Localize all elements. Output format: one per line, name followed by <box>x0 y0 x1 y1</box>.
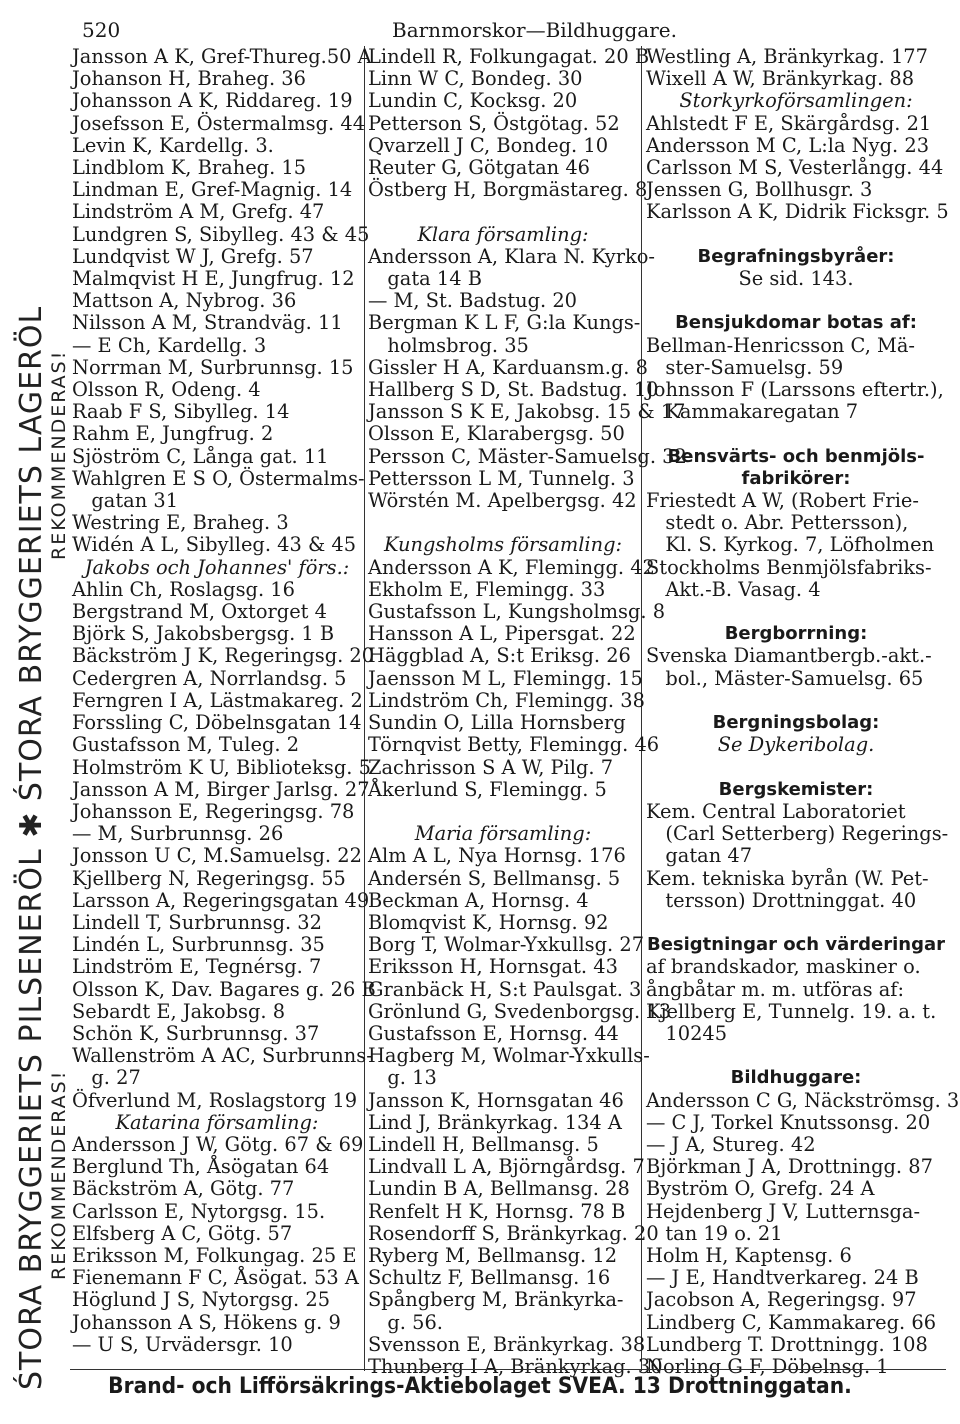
directory-entry: Nilsson A M, Strandväg. 11 <box>72 311 343 335</box>
directory-entry: g. 56. <box>368 1310 443 1334</box>
directory-entry: Gustafsson E, Hornsg. 44 <box>368 1021 619 1045</box>
directory-entry: stedt o. Abr. Pettersson), <box>646 511 909 535</box>
directory-entry: Jonsson U C, M.Samuelsg. 22 <box>72 844 362 868</box>
section-heading: Se sid. 143. <box>738 267 854 291</box>
directory-entry: Carlsson E, Nytorgsg. 15. <box>72 1199 326 1223</box>
directory-entry: Friestedt A W, (Robert Frie- <box>646 489 919 513</box>
directory-entry: Jansson A K, Gref-Thureg.50 A <box>72 45 372 68</box>
directory-entry: Lind J, Bränkyrkag. 134 A <box>368 1110 622 1134</box>
directory-entry <box>368 201 638 223</box>
directory-entry: Häggblad A, S:t Eriksg. 26 <box>368 644 631 668</box>
directory-entry <box>646 690 946 712</box>
directory-entry <box>646 757 946 779</box>
directory-entry: Bäckström A, Götg. 77 <box>72 1177 295 1201</box>
directory-entry: Olsson E, Klarabergsg. 50 <box>368 422 625 446</box>
directory-entry: Åkerlund S, Flemingg. 5 <box>368 777 607 801</box>
section-heading: Se Dykeribolag. <box>717 733 875 757</box>
directory-entry: 10245 <box>646 1021 728 1045</box>
directory-entry: Bellman-Henricsson C, Mä- <box>646 333 915 357</box>
section-heading: Bensvärts- och benmjöls- <box>667 445 925 467</box>
directory-entry: af brandskador, maskiner o. <box>646 955 921 979</box>
directory-entry: Lundin B A, Bellmansg. 28 <box>368 1177 630 1201</box>
directory-entry: Westring E, Braheg. 3 <box>72 511 289 535</box>
directory-entry: Ferngren I A, Lästmakareg. 2 <box>72 688 363 712</box>
directory-entry: Ryberg M, Bellmansg. 12 <box>368 1243 618 1267</box>
section-heading: Jakobs och Johannes' förs.: <box>84 555 350 579</box>
directory-entry: Kjellberg N, Regeringsg. 55 <box>72 866 346 890</box>
directory-entry <box>368 512 638 534</box>
section-heading: Maria församling: <box>414 822 592 846</box>
directory-entry: Ahlstedt F E, Skärgårdsg. 21 <box>646 111 932 135</box>
directory-entry: Fienemann F C, Åsögat. 53 A <box>72 1266 359 1290</box>
directory-entry: Spångberg M, Bränkyrka- <box>368 1288 624 1312</box>
directory-entry: Jenssen G, Bollhusgr. 3 <box>646 178 873 202</box>
directory-entry: Andersson M C, L:la Nyg. 23 <box>646 133 930 157</box>
directory-entry: Björk S, Jakobsbergsg. 1 B <box>72 622 335 646</box>
directory-entry: Stockholms Benmjölsfabriks- <box>646 555 932 579</box>
directory-entry: Pettersson L M, Tunnelg. 3 <box>368 466 635 490</box>
section-heading: Katarina församling: <box>115 1110 319 1134</box>
directory-entry: Lindström A M, Grefg. 47 <box>72 200 325 224</box>
directory-entry: Granbäck H, S:t Paulsgat. 3 <box>368 977 642 1001</box>
directory-entry: Westling A, Bränkyrkag. 177 <box>646 45 928 68</box>
section-heading: fabrikörer: <box>741 467 851 489</box>
directory-entry: Elfsberg A C, Götg. 57 <box>72 1221 293 1245</box>
directory-entry: Bergman K L F, G:la Kungs- <box>368 311 641 335</box>
directory-entry: Johnsson F (Larssons eftertr.), <box>646 378 944 402</box>
section-heading: Begrafningsbyråer: <box>697 245 895 267</box>
directory-entry: Eriksson M, Folkungag. 25 E <box>72 1243 357 1267</box>
directory-entry: Holmström K U, Biblioteksg. 5 <box>72 755 371 779</box>
directory-entry: g. 27 <box>72 1066 141 1090</box>
directory-entry: Schön K, Surbrunnsg. 37 <box>72 1021 320 1045</box>
directory-entry: Öfverlund M, Roslagstorg 19 <box>72 1088 358 1112</box>
directory-entry: Jansson A M, Birger Jarlsg. 27 <box>72 777 370 801</box>
directory-entry: — C J, Torkel Knutssonsg. 20 <box>646 1110 931 1134</box>
section-heading: Bensjukdomar botas af: <box>675 312 917 334</box>
directory-entry: Norling G F, Döbelnsg. 1 <box>646 1354 889 1378</box>
directory-entry: Kammakaregatan 7 <box>646 400 859 424</box>
directory-column-3 <box>646 45 960 1378</box>
directory-entry: Lindström E, Tegnérsg. 7 <box>72 955 322 979</box>
directory-entry: Hallberg S D, St. Badstug. 10 <box>368 378 659 402</box>
directory-entry: gatan 31 <box>72 489 179 513</box>
directory-entry: Larsson A, Regeringsgatan 49 <box>72 888 370 912</box>
directory-entry: Kem. tekniska byrån (W. Pet- <box>646 866 929 890</box>
directory-entry: Lindén L, Surbrunnsg. 35 <box>72 933 325 957</box>
directory-entry: Gustafsson L, Kungsholmsg. 8 <box>368 600 666 624</box>
directory-entry: Lindblom K, Braheg. 15 <box>72 156 307 180</box>
directory-entry: Persson C, Mäster-Samuelsg. 32 <box>368 444 687 468</box>
directory-entry: Raab F S, Sibylleg. 14 <box>72 400 290 424</box>
directory-entry: Lindell T, Surbrunnsg. 32 <box>72 910 322 934</box>
directory-entry: Lundberg T. Drottningg. 108 <box>646 1332 928 1356</box>
directory-entry: Renfelt H K, Hornsg. 78 B <box>368 1199 626 1223</box>
directory-entry: Bergstrand M, Oxtorget 4 <box>72 600 327 624</box>
directory-entry: — M, St. Badstug. 20 <box>368 289 578 313</box>
directory-entry: Lindström Ch, Flemingg. 38 <box>368 688 645 712</box>
directory-entry: Bäckström J K, Regeringsg. 20 <box>72 644 375 668</box>
directory-entry: Forssling C, Döbelnsgatan 14 <box>72 711 362 735</box>
directory-entry: Olsson K, Dav. Bagares g. 26 B <box>72 977 376 1001</box>
directory-entry: Kjellberg E, Tunnelg. 19. a. t. <box>646 999 937 1023</box>
directory-entry: — U S, Urvädersgr. 10 <box>72 1332 293 1356</box>
directory-entry: Grönlund G, Svedenborgsg. 13 <box>368 999 672 1023</box>
footer-rule <box>70 1369 946 1370</box>
directory-entry: Lundgren S, Sibylleg. 43 & 45 <box>72 222 370 246</box>
directory-entry: Andersén S, Bellmansg. 5 <box>368 866 621 890</box>
directory-entry: Wahlgren E S O, Östermalms- <box>72 466 365 490</box>
directory-entry: Wörstén M. Apelbergsg. 42 <box>368 489 637 513</box>
directory-entry: Akt.-B. Vasag. 4 <box>646 577 821 601</box>
directory-entry: Thunberg I A, Bränkyrkag. 30 <box>368 1354 663 1378</box>
directory-entry: Borg T, Wolmar-Yxkullsg. 27 <box>368 933 645 957</box>
directory-entry: Karlsson A K, Didrik Ficksgr. 5 <box>646 200 949 224</box>
directory-entry: Wallenström A AC, Surbrunns- <box>72 1044 373 1068</box>
directory-entry: Sundin O, Lilla Hornsberg <box>368 711 626 735</box>
directory-entry: Hansson A L, Pipersgat. 22 <box>368 622 636 646</box>
directory-entry: tan 19 o. 21 <box>646 1221 783 1245</box>
section-heading: Bildhuggare: <box>730 1067 862 1089</box>
section-heading: Storkyrkoförsamlingen: <box>679 89 913 113</box>
directory-entry: Berglund Th, Åsögatan 64 <box>72 1155 330 1179</box>
directory-entry: Höglund J S, Nytorgsg. 25 <box>72 1288 331 1312</box>
directory-entry: Svenska Diamantbergb.-akt.- <box>646 644 932 668</box>
directory-entry: holmsbrog. 35 <box>368 333 529 357</box>
sidebar-advert-large: ŚTORA BRYGGERIETS PILSENERÖL ✱ ŚTORA BRYGGERIETS LAGERÖL <box>14 305 49 1390</box>
directory-entry: Carlsson M S, Vesterlångg. 44 <box>646 156 944 180</box>
directory-entry: Jacobson A, Regeringsg. 97 <box>646 1288 917 1312</box>
sidebar-advert-small: REKOMMENDERAS! <box>48 1069 70 1280</box>
directory-entry <box>646 423 946 445</box>
page-title: Barnmorskor—Bildhuggare. <box>392 18 677 42</box>
directory-entry: Olsson R, Odeng. 4 <box>72 378 261 402</box>
directory-entry: Lindell R, Folkungagat. 20 B <box>368 45 650 68</box>
section-heading: Besigtningar och värderingar <box>646 934 945 956</box>
footer-advert: Brand- och Lifförsäkrings-Aktiebolaget SVEA. 13 Drottninggatan. <box>108 1374 852 1399</box>
directory-entry: Norrman M, Surbrunnsg. 15 <box>72 355 354 379</box>
directory-entry: Lindell H, Bellmansg. 5 <box>368 1132 599 1156</box>
directory-entry: Wixell A W, Bränkyrkag. 88 <box>646 67 915 91</box>
directory-entry: Schultz F, Bellmansg. 16 <box>368 1266 611 1290</box>
section-heading: Bergningsbolag: <box>712 712 880 734</box>
directory-entry: g. 13 <box>368 1066 437 1090</box>
directory-entry: tersson) Drottninggat. 40 <box>646 888 917 912</box>
directory-entry: bol., Mäster-Samuelsg. 65 <box>646 666 924 690</box>
directory-entry: Björkman J A, Drottningg. 87 <box>646 1155 933 1179</box>
directory-entry: Levin K, Kardellg. 3. <box>72 133 274 157</box>
directory-entry: gata 14 B <box>368 267 482 291</box>
directory-entry: Beckman A, Hornsg. 4 <box>368 888 589 912</box>
directory-entry <box>646 601 946 623</box>
directory-entry: Cedergren A, Norrlandsg. 5 <box>72 666 347 690</box>
directory-entry: ster-Samuelsg. 59 <box>646 355 844 379</box>
directory-entry: Eriksson H, Hornsgat. 43 <box>368 955 618 979</box>
directory-entry: Andersson A, Klara N. Kyrko- <box>368 244 655 268</box>
directory-column-1 <box>72 45 376 1356</box>
directory-entry: Zachrisson S A W, Pilg. 7 <box>368 755 614 779</box>
page-header <box>82 18 942 48</box>
section-heading: Klara församling: <box>417 222 589 246</box>
section-heading: Bergborrning: <box>724 623 868 645</box>
directory-entry: Linn W C, Bondeg. 30 <box>368 67 583 91</box>
directory-entry: Sjöström C, Långa gat. 11 <box>72 444 329 468</box>
directory-entry: Ekholm E, Flemingg. 33 <box>368 577 606 601</box>
directory-entry: Rahm E, Jungfrug. 2 <box>72 422 274 446</box>
directory-entry: — E Ch, Kardellg. 3 <box>72 333 267 357</box>
directory-entry: Hagberg M, Wolmar-Yxkulls- <box>368 1044 650 1068</box>
directory-entry: Blomqvist K, Hornsg. 92 <box>368 910 609 934</box>
directory-entry: (Carl Setterberg) Regerings- <box>646 822 949 846</box>
directory-entry: Lindberg C, Kammakareg. 66 <box>646 1310 937 1334</box>
section-heading: Kungsholms församling: <box>383 533 623 557</box>
directory-entry: Törnqvist Betty, Flemingg. 46 <box>368 733 660 757</box>
directory-entry: Jansson S K E, Jakobsg. 15 & 17 <box>368 400 686 424</box>
directory-entry <box>646 912 946 934</box>
directory-entry: Johansson E, Regeringsg. 78 <box>72 799 355 823</box>
directory-entry: ångbåtar m. m. utföras af: <box>646 977 904 1001</box>
directory-entry: — J E, Handtverkareg. 24 B <box>646 1266 919 1290</box>
directory-entry <box>646 1045 946 1067</box>
directory-entry: Andersson J W, Götg. 67 & 69 <box>72 1132 364 1156</box>
directory-entry: Byström O, Grefg. 24 A <box>646 1177 875 1201</box>
section-heading: Bergskemister: <box>718 778 874 800</box>
directory-entry <box>646 224 946 246</box>
directory-entry: Gissler H A, Karduansm.g. 8 <box>368 355 648 379</box>
directory-entry: Ahlin Ch, Roslagsg. 16 <box>72 577 295 601</box>
directory-entry: Kem. Central Laboratoriet <box>646 799 906 823</box>
directory-entry: Holm H, Kaptensg. 6 <box>646 1243 852 1267</box>
directory-entry: Lindvall L A, Björngårdsg. 7 <box>368 1155 645 1179</box>
directory-entry <box>646 290 946 312</box>
directory-entry: Johansson A K, Riddareg. 19 <box>72 89 353 113</box>
directory-entry: Lundqvist W J, Grefg. 57 <box>72 244 314 268</box>
directory-entry: — J A, Stureg. 42 <box>646 1132 816 1156</box>
directory-entry: gatan 47 <box>646 844 753 868</box>
directory-entry: Josefsson E, Östermalmsg. 44 <box>72 111 366 135</box>
directory-entry: Malmqvist H E, Jungfrug. 12 <box>72 267 355 291</box>
directory-entry: Andersson A K, Flemingg. 42 <box>368 555 655 579</box>
directory-entry: Svensson E, Bränkyrkag. 38 <box>368 1332 646 1356</box>
directory-entry: Petterson S, Östgötag. 52 <box>368 111 620 135</box>
directory-entry <box>368 801 638 823</box>
directory-entry: Reuter G, Götgatan 46 <box>368 156 590 180</box>
directory-entry: Sebardt E, Jakobsg. 8 <box>72 999 286 1023</box>
directory-entry: Johansson A S, Hökens g. 9 <box>72 1310 341 1334</box>
directory-entry: Rosendorff S, Bränkyrkag. 20 <box>368 1221 659 1245</box>
page-number: 520 <box>82 18 121 42</box>
directory-entry: Kl. S. Kyrkog. 7, Löfholmen <box>646 533 935 557</box>
directory-entry: Lundin C, Kocksg. 20 <box>368 89 578 113</box>
directory-entry: Jansson K, Hornsgatan 46 <box>368 1088 624 1112</box>
directory-entry: Widén A L, Sibylleg. 43 & 45 <box>72 533 357 557</box>
directory-entry: Andersson C G, Näckströmsg. 3 <box>646 1088 960 1112</box>
directory-entry: Jaensson M L, Flemingg. 15 <box>368 666 643 690</box>
directory-entry: Gustafsson M, Tuleg. 2 <box>72 733 300 757</box>
directory-entry: Östberg H, Borgmästareg. 8 <box>368 178 648 202</box>
sidebar-advert-small-upper: REKOMMENDERAS! <box>48 349 70 560</box>
directory-entry: Mattson A, Nybrog. 36 <box>72 289 297 313</box>
directory-entry: Lindman E, Gref-Magnig. 14 <box>72 178 353 202</box>
directory-entry: — M, Surbrunnsg. 26 <box>72 822 284 846</box>
directory-entry: Qvarzell J C, Bondeg. 10 <box>368 133 609 157</box>
directory-entry: Johanson H, Braheg. 36 <box>72 67 306 91</box>
directory-entry: Hejdenberg J V, Lutternsga- <box>646 1199 921 1223</box>
directory-entry: Alm A L, Nya Hornsg. 176 <box>368 844 626 868</box>
